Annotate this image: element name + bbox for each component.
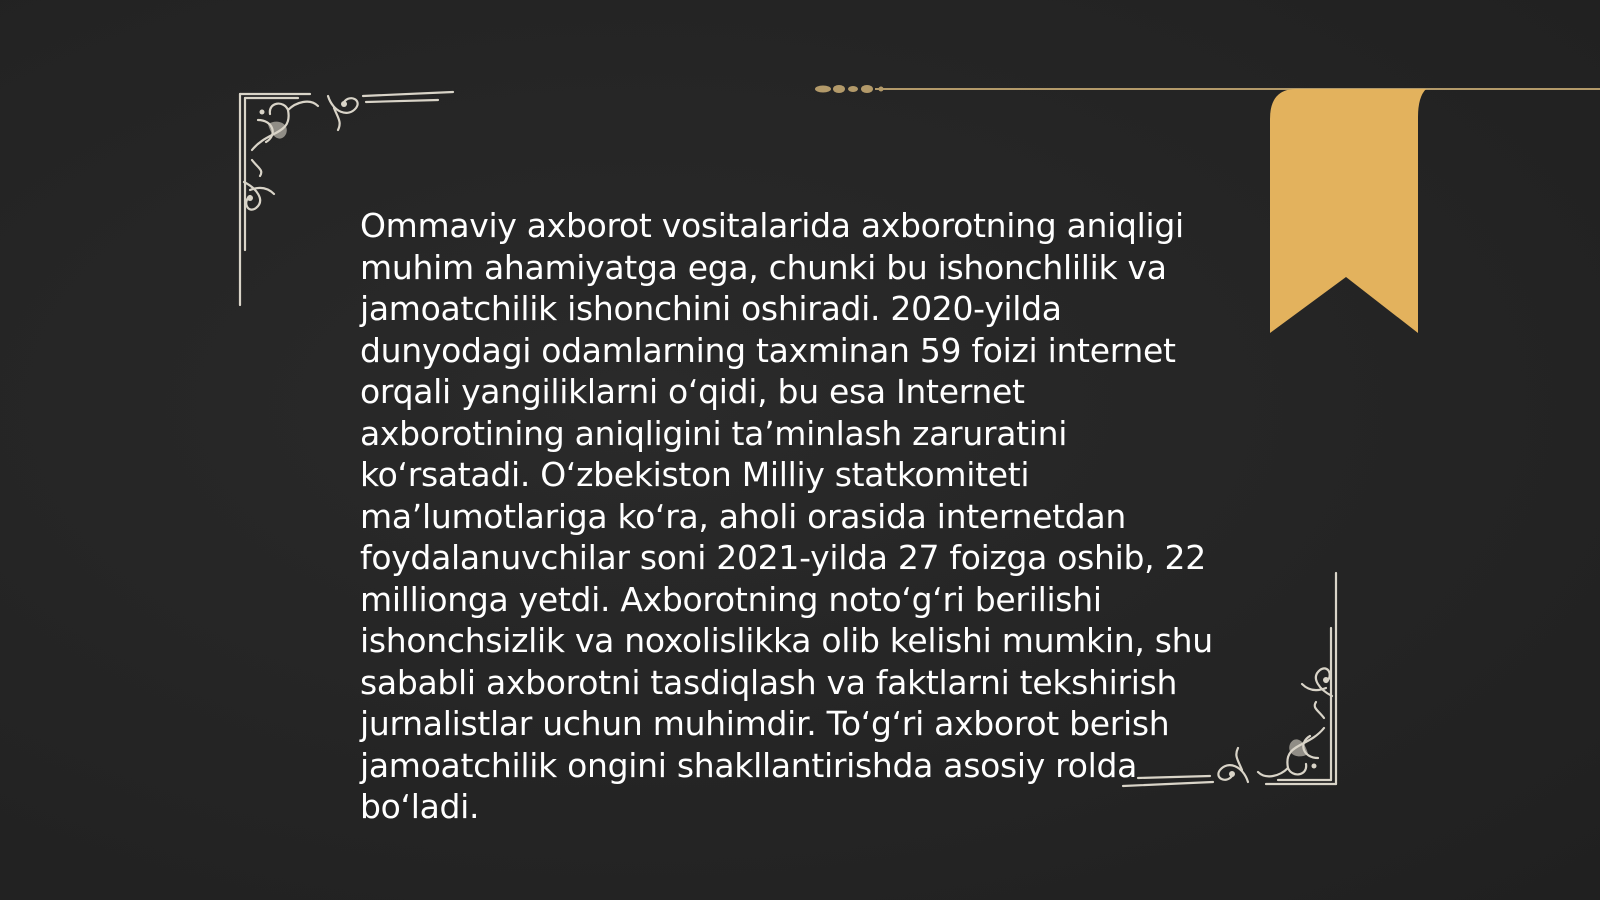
decorative-rule-icon	[815, 84, 1600, 94]
bookmark-ribbon-icon	[1270, 89, 1426, 333]
body-paragraph: Ommaviy axborot vositalarida axborotning aniqligi muhim ahamiyatga ega, chunki bu ishonchlilik va jamoatchilik ishonchini oshiradi. 2020-yilda dunyodagi odamlarning taxminan 59 foizi internet orqali yangiliklarni o‘qidi, bu esa Internet axborotining aniqligini ta’minlash zaruratini ko‘rsatadi. O‘zbekiston Milliy statkomiteti ma’lumotlariga ko‘ra, aholi orasida internetdan foydalanuvchilar soni 2021-yilda 27 foizga oshib, 22 millionga yetdi. Axborotning noto‘g‘ri berilishi ishonchsizlik va noxolislikka olib kelishi mumkin, shu sababli axborotni tasdiqlash va faktlarni tekshirish jurnalistlar uchun muhimdir. To‘g‘ri axborot berish jamoatchilik ongini shakllantirishda asosiy rolda bo‘ladi.	[360, 206, 1213, 826]
